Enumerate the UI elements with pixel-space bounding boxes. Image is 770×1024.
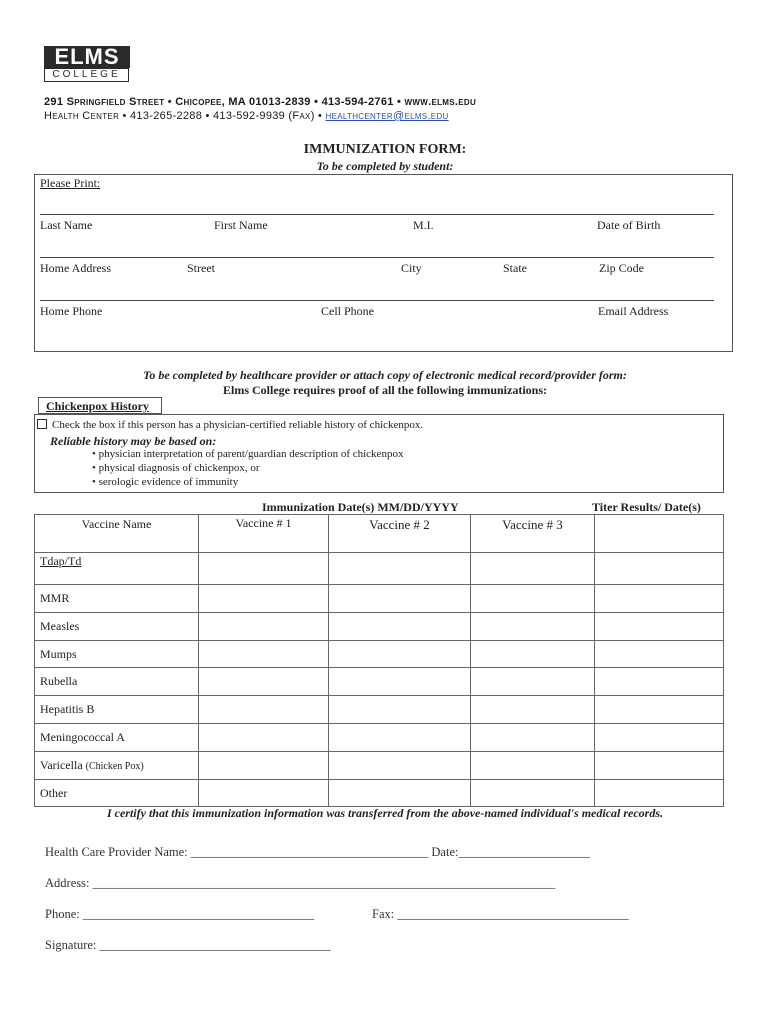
address-line-1: 291 Springfield Street • Chicopee, MA 01013-2839 • 413-594-2761 • www.elms.edu	[44, 96, 477, 108]
elms-logo	[44, 46, 130, 82]
titer-cell[interactable]	[595, 585, 724, 613]
vaccine-name	[35, 752, 199, 780]
titer-cell[interactable]	[595, 668, 724, 696]
cell-phone-label: Cell Phone	[321, 304, 374, 318]
logo-subtitle: COLLEGE	[44, 68, 129, 82]
please-print-label: Please Print:	[40, 176, 101, 190]
vaccine-2-cell[interactable]	[329, 724, 471, 752]
email-link[interactable]: healthcenter@elms.edu	[325, 110, 449, 122]
vaccine-2-cell[interactable]	[329, 696, 471, 724]
vaccine-name: Other	[35, 780, 199, 807]
vaccine-3-cell[interactable]	[471, 613, 595, 641]
email-address-label: Email Address	[598, 304, 669, 318]
vaccine-table	[34, 514, 724, 807]
table-row	[35, 724, 724, 752]
vaccine-name: Rubella	[35, 668, 199, 696]
reliable-history-bullet: • serologic evidence of immunity	[92, 476, 239, 488]
vaccine-3-cell[interactable]	[471, 780, 595, 807]
vaccine-1-cell[interactable]	[199, 613, 329, 641]
chickenpox-checkbox-row	[37, 419, 423, 431]
home-address-label: Home Address	[40, 261, 111, 275]
table-row	[35, 696, 724, 724]
vaccine-2-header: Vaccine # 2	[329, 515, 471, 553]
vaccine-name: Hepatitis B	[35, 696, 199, 724]
titer-cell[interactable]	[595, 696, 724, 724]
titer-cell[interactable]	[595, 641, 724, 668]
vaccine-2-cell[interactable]	[329, 752, 471, 780]
form-title: IMMUNIZATION FORM:	[303, 142, 467, 157]
chicken-pox-note: (Chicken Pox)	[85, 761, 144, 772]
vaccine-name: MMR	[35, 585, 199, 613]
vaccine-1-cell[interactable]	[199, 553, 329, 585]
phone-line[interactable]	[40, 300, 714, 301]
dob-label: Date of Birth	[597, 218, 661, 232]
vaccine-3-cell[interactable]	[471, 585, 595, 613]
vaccine-2-cell[interactable]	[329, 780, 471, 807]
vaccine-name-header: Vaccine Name	[35, 515, 199, 553]
address-line[interactable]	[40, 257, 714, 258]
vaccine-2-cell[interactable]	[329, 668, 471, 696]
chickenpox-checkbox-label: Check the box if this person has a physician-certified reliable history of chickenpox.	[52, 419, 424, 431]
vaccine-1-cell[interactable]	[199, 696, 329, 724]
vaccine-1-cell[interactable]	[199, 641, 329, 668]
provider-address-field[interactable]: Address: __________________________________________________________________________	[45, 876, 556, 890]
vaccine-1-cell[interactable]	[199, 585, 329, 613]
state-label: State	[503, 261, 527, 275]
form-subtitle: To be completed by student:	[316, 159, 454, 173]
table-row	[35, 780, 724, 807]
table-header-row	[35, 515, 724, 553]
titer-cell[interactable]	[595, 613, 724, 641]
vaccine-name: Meningococcal A	[35, 724, 199, 752]
vaccine-2-cell[interactable]	[329, 641, 471, 668]
table-row	[35, 585, 724, 613]
vaccine-3-cell[interactable]	[471, 696, 595, 724]
first-name-label: First Name	[214, 218, 268, 232]
chickenpox-title: Chickenpox History	[46, 399, 150, 413]
name-line[interactable]	[40, 214, 714, 215]
address-line-2	[44, 110, 449, 122]
last-name-label: Last Name	[40, 218, 93, 232]
vaccine-2-cell[interactable]	[329, 613, 471, 641]
vaccine-3-cell[interactable]	[471, 668, 595, 696]
titer-cell[interactable]	[595, 724, 724, 752]
proof-requirement: Elms College requires proof of all the following immunizations:	[223, 383, 547, 397]
provider-name-field[interactable]: Health Care Provider Name: ______________________________________ Date:_____________________	[45, 845, 590, 859]
vaccine-3-cell[interactable]	[471, 752, 595, 780]
vaccine-3-cell[interactable]	[471, 641, 595, 668]
mi-label: M.I.	[413, 218, 434, 232]
titer-results-heading: Titer Results/ Date(s)	[592, 500, 701, 514]
vaccine-1-cell[interactable]	[199, 780, 329, 807]
vaccine-1-cell[interactable]	[199, 724, 329, 752]
chickenpox-checkbox[interactable]	[37, 419, 47, 429]
vaccine-2-cell[interactable]	[329, 585, 471, 613]
vaccine-3-cell[interactable]	[471, 724, 595, 752]
titer-cell[interactable]	[595, 752, 724, 780]
table-row	[35, 752, 724, 780]
vaccine-2-cell[interactable]	[329, 553, 471, 585]
reliable-history-label: Reliable history may be based on:	[50, 434, 217, 448]
provider-signature-field[interactable]: Signature: _____________________________________	[45, 938, 331, 952]
table-row	[35, 668, 724, 696]
vaccine-3-cell[interactable]	[471, 553, 595, 585]
table-row	[35, 553, 724, 585]
provider-instructions: To be completed by healthcare provider or attach copy of electronic medical record/provider form:	[143, 368, 627, 382]
vaccine-1-header: Vaccine # 1	[199, 515, 329, 553]
certification-statement: I certify that this immunization information was transferred from the above-named individual's medical records.	[106, 806, 664, 820]
titer-cell[interactable]	[595, 553, 724, 585]
vaccine-name: Tdap/Td	[35, 553, 199, 585]
home-phone-label: Home Phone	[40, 304, 103, 318]
titer-header-cell	[595, 515, 724, 553]
titer-cell[interactable]	[595, 780, 724, 807]
vaccine-1-cell[interactable]	[199, 668, 329, 696]
street-label: Street	[187, 261, 215, 275]
vaccine-1-cell[interactable]	[199, 752, 329, 780]
vaccine-name: Mumps	[35, 641, 199, 668]
health-center-contact: Health Center • 413-265-2288 • 413-592-9939 (Fax) •	[44, 110, 326, 122]
logo-wordmark: ELMS	[44, 46, 130, 68]
vaccine-name-varicella: Varicella	[40, 758, 83, 772]
provider-fax-field[interactable]: Fax: _____________________________________	[372, 907, 629, 921]
reliable-history-bullet: • physical diagnosis of chickenpox, or	[92, 462, 260, 474]
vaccine-name: Measles	[35, 613, 199, 641]
city-label: City	[401, 261, 422, 275]
zip-label: Zip Code	[599, 261, 644, 275]
table-row	[35, 641, 724, 668]
reliable-history-bullet: • physician interpretation of parent/guardian description of chickenpox	[92, 448, 404, 460]
vaccine-3-header: Vaccine # 3	[471, 515, 595, 553]
immunization-dates-heading: Immunization Date(s) MM/DD/YYYY	[262, 500, 459, 514]
provider-phone-field[interactable]: Phone: _____________________________________	[45, 907, 315, 921]
table-row	[35, 613, 724, 641]
